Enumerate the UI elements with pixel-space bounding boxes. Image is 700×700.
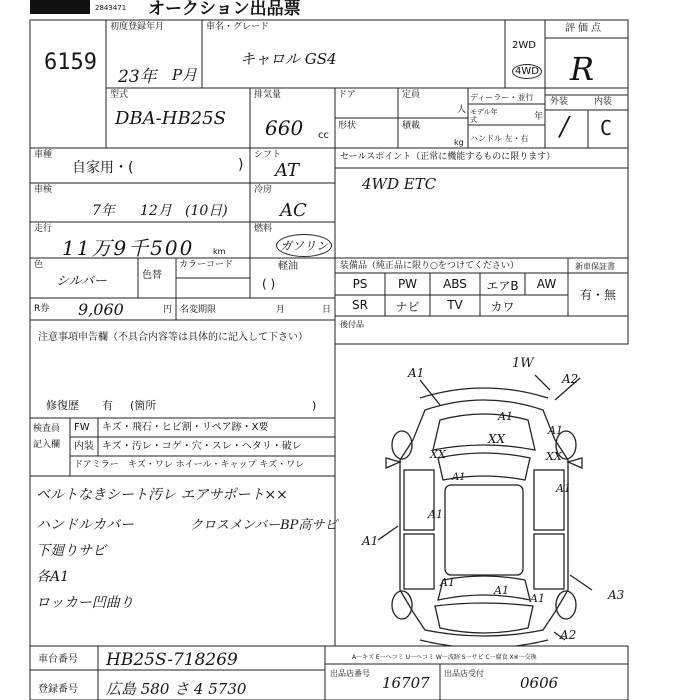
equip-airbag: エアB [486,279,519,293]
inspector-text-interior: キズ・汚レ・コゲ・穴・スレ・ヘタリ・破レ [102,441,302,452]
displacement-value: 660 [265,116,304,140]
equip-ps: PS [352,277,368,291]
header-title: オークション出品票 [148,0,301,19]
manual-label: 新車保証書 [575,262,615,271]
mark-left-side: A1 [362,534,379,548]
footer-label-1: 出品店番号 [330,669,370,678]
repair-close: ) [312,399,317,412]
drive-4wd-label: 4WD [512,64,542,79]
header-serial: 2843471 [95,4,127,12]
inspector-tag-mirror: ドアミラー [74,460,119,470]
load-unit: kg [454,138,464,147]
handwritten-line-6: クロスメンバーBP高サビ [190,518,338,533]
inspector-text-fw: キズ・飛石・ヒビ割・リペア跡・X要 [102,422,269,433]
rating-label: 評価点 [565,23,604,34]
lot-number: 6159 [44,50,97,75]
footer-value-2: 0606 [520,674,559,692]
mark-front-right: A2 [562,372,579,386]
rating-exterior-label: 外装 [550,97,569,107]
color-label: 色 [34,260,44,270]
usage-value: 自家用・( [72,160,134,176]
shift-value: AT [275,160,300,181]
mark-left-roof: A1 [452,472,466,483]
door-label: ドア [338,90,356,100]
car-damage-diagram [340,350,628,646]
plate-label: 登録番号 [38,684,78,695]
car-name-value: キャロル GS4 [240,50,337,68]
mark-front-left: A1 [408,366,425,380]
handwritten-line-5: ロッカー凹曲り [36,595,134,611]
repair-label: 修復歴 [46,399,79,412]
transfer-day: 日 [322,305,332,315]
model-year-label: モデル年式 [470,108,498,124]
handwritten-line-2: ハンドルカバー [36,517,134,533]
usage-close: ) [238,157,244,173]
mark-rear-bumper: A2 [560,628,577,642]
recycle-value: 9,060 [78,300,124,319]
mark-hood: A1 [498,410,513,423]
inspector-label-1: 検査員 [33,424,61,434]
footer-value-1: 16707 [382,674,430,692]
rating-interior-label: 内装 [594,97,613,107]
load-label: 積載 [402,121,421,131]
mark-right-front-door: XX [546,450,562,463]
repair-paren: (箇所 [130,399,157,412]
displacement-unit: cc [318,130,329,141]
mark-rear-left: A1 [440,576,455,589]
registration-month: P月 [172,66,198,84]
equip-tv: TV [447,298,463,312]
chassis-value: HB25S-718269 [106,650,238,670]
notes-label: 注意事項申告欄（不具合内容等は具体的に記入して下さい） [38,332,308,343]
registration-year: 23年 [118,67,157,87]
repair-value: 有 [102,399,113,412]
transfer-month: 月 [276,305,286,315]
inspector-text-mirror: キズ・ワレ ホイール・キャップ キズ・ワレ [128,460,305,470]
displacement-label: 排気量 [254,90,282,100]
car-label: 車名・グレード [206,22,270,32]
inspector-tag-interior: 内装 [74,441,94,452]
rating-exterior-value: / [560,112,569,142]
inspector-tag-fw: FW [74,422,90,433]
model-label: 型式 [110,90,129,100]
mark-rear-center: A1 [494,584,509,597]
color-value: シルバー [56,274,107,289]
mark-rear-right-a3: A3 [608,588,625,602]
inspection-day: (10日) [185,203,228,219]
inspection-year: 7年 [92,203,115,219]
rating-value: R [570,50,595,88]
model-year-unit: 年 [534,112,544,122]
handwritten-line-4: 各A1 [36,569,70,585]
sales-point-value: 4WD ETC [362,175,437,193]
equip-sr: SR [352,298,368,312]
capacity-label: 定員 [402,90,421,100]
recycle-label: R券 [34,304,50,314]
cooling-value: AC [280,200,307,221]
manual-value: 有・無 [579,288,616,302]
fuel-paren: ( ) [262,277,276,291]
registration-label: 初度登録年月 [110,22,165,32]
model-value: DBA-HB25S [115,108,226,129]
fuel-diesel-label: 軽油 [278,261,298,272]
color-code-label: カラーコード [179,260,234,270]
inspector-label-2: 記入欄 [33,440,61,450]
fuel-value: ガソリン [276,234,332,257]
color-changed-label: 色替 [142,270,162,281]
handwritten-line-3: 下廻りサビ [36,543,106,559]
mark-left-front-door: XX [430,448,446,461]
equip-abs: ABS [443,277,467,291]
mileage-unit: km [213,247,226,256]
capacity-unit: 人 [457,105,467,115]
usage-label: 車種 [34,150,53,160]
damage-legend: A一キズ E一ヘコミ U一ヘコミ W一波跡 S一サビ C一腐食 X※一交換 [352,654,537,661]
rating-interior-value: C [600,116,613,140]
mark-front-right-fender: A1 [548,424,563,437]
sales-point-label: セールスポイント（正常に機能するものに限ります） [340,152,556,162]
inspection-month: 12月 [140,203,172,219]
equip-leather: カワ [490,300,515,314]
shift-label: シフト [254,150,282,160]
after-parts-label: 後付品 [340,320,364,329]
footer-label-2: 出品店受付 [444,669,484,678]
mark-front-top: 1W [512,356,534,371]
cooling-label: 冷房 [254,185,273,195]
handwritten-line-1: ベルトなきシート汚レ エアサポート×× [36,487,288,503]
transfer-label: 名変期限 [180,305,217,315]
mark-right-rear-door: A1 [556,482,571,495]
mileage-value: 11万9千500 [62,236,195,260]
fuel-label: 燃料 [254,224,273,234]
body-shape-label: 形状 [338,121,357,131]
equip-aw: AW [536,277,557,291]
mark-rear-right: A1 [530,592,545,605]
mark-windshield: XX [488,432,506,446]
mileage-label: 走行 [34,224,53,234]
equipment-label: 装備品（純正品に限り○をつけてください） [340,261,519,271]
drive-2wd-label: 2WD [512,40,536,51]
chassis-label: 車台番号 [38,654,78,665]
inspection-label: 車検 [34,185,53,195]
recycle-unit: 円 [163,305,173,315]
mark-left-rear-door: A1 [428,508,443,521]
equip-pw: PW [397,277,418,291]
handle-label: ハンドル 左・右 [470,134,529,143]
plate-value: 広島 580 さ 4 5730 [106,680,247,698]
equip-navi: ナビ [395,300,420,314]
dealer-label: ディーラー・並行 [470,93,534,102]
